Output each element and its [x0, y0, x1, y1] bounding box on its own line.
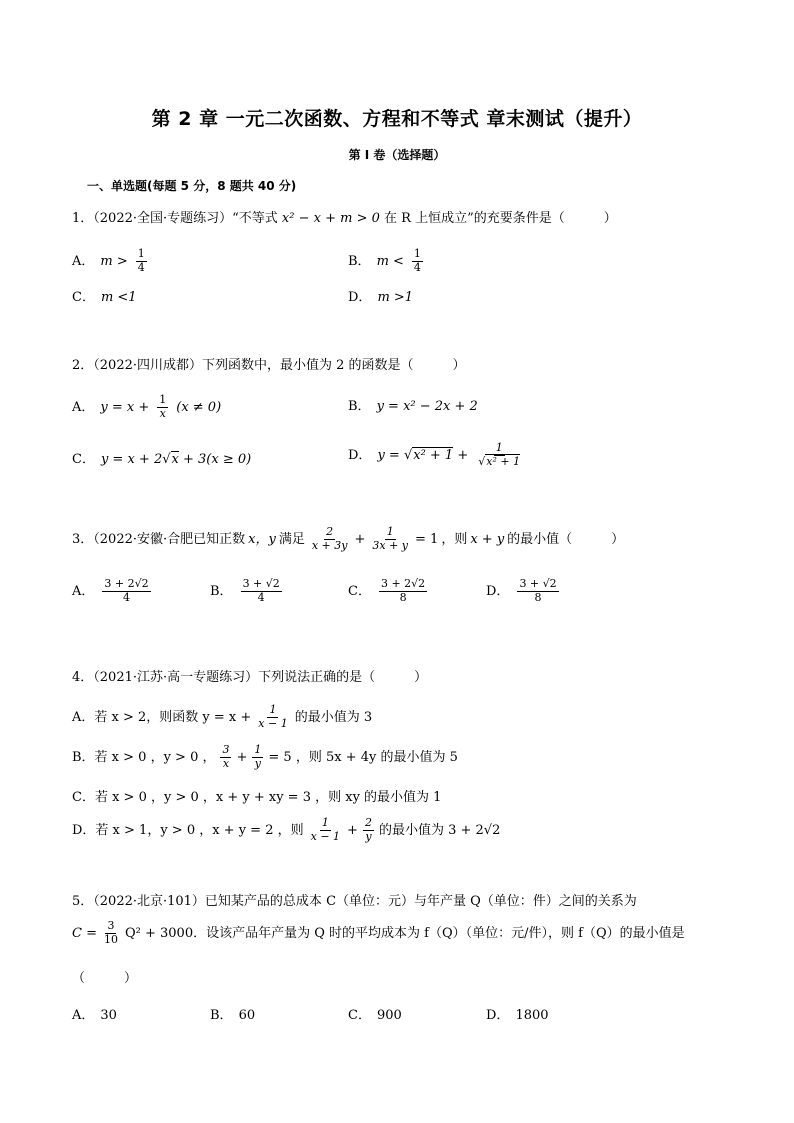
q5-option-d[interactable] [486, 1009, 549, 1022]
q3-option-a[interactable] [72, 578, 153, 604]
option-post: = 5 ，则 5x + 4y 的最小值为 5 [268, 749, 458, 765]
q4-option-c[interactable]: C．若 x > 0 ，y > 0 ，x + y + xy = 3 ，则 xy 的最小值为 1 [72, 790, 442, 805]
option-expr: m >1 [377, 290, 414, 305]
expr-plus: + [457, 447, 469, 463]
option-pre: D．若 x > 1，y > 0 ，x + y = 2 ，则 [72, 822, 304, 838]
q3-tail1: ，则 [441, 531, 468, 547]
frac-num: 1 [413, 247, 421, 260]
formula-lhs: C = [72, 925, 97, 941]
q1-option-c[interactable] [72, 291, 137, 304]
question-5-blank: （ ） [72, 971, 138, 986]
option-label: B． [210, 583, 233, 599]
frac-num: 3 [107, 919, 115, 932]
frac-num: 1 [269, 703, 277, 716]
frac-num: 2 [326, 525, 334, 538]
fraction [256, 704, 289, 730]
q3-mid: 满足 [278, 531, 305, 547]
fraction [379, 578, 427, 604]
fraction [370, 526, 410, 552]
radicand: x² + 1 [413, 447, 454, 463]
frac-num: 3 + √2 [242, 577, 280, 590]
q3-target: x + y [470, 531, 505, 547]
q3-option-d[interactable] [486, 578, 561, 604]
question-2-stem: 2．（2022·四川成都）下列函数中，最小值为 2 的函数是（ ） [72, 358, 466, 373]
volume-subtitle: 第 I 卷（选择题） [348, 148, 446, 162]
frac-den: x [222, 756, 230, 770]
option-label: B． [210, 1008, 233, 1023]
q1-expression: x² − x + m > 0 [281, 211, 380, 226]
option-label: C． [348, 583, 371, 599]
option-post: 的最小值为 3 + 2√2 [378, 822, 501, 838]
frac-num: 3 + 2√2 [104, 577, 149, 590]
expr-lhs: y = x + 2 [100, 452, 163, 467]
frac-den: y [254, 756, 261, 770]
option-expr: m <1 [100, 290, 137, 305]
option-expr: y = x + 2√x + 3(x ≥ 0) [100, 452, 252, 467]
option-label: D． [348, 290, 372, 305]
frac-den: 8 [534, 590, 542, 604]
frac-num: 1 [495, 441, 503, 454]
frac-den: 4 [257, 590, 265, 604]
option-value: 60 [238, 1008, 256, 1023]
fraction [363, 817, 374, 843]
frac-den: 3x + y [372, 538, 409, 552]
frac-num: 1 [386, 525, 394, 538]
q1-option-a[interactable] [72, 248, 149, 274]
q4-option-d[interactable] [72, 817, 500, 843]
option-label: D． [486, 583, 510, 599]
option-label: B． [348, 253, 371, 269]
question-4-stem: 4．（2021·江苏·高一专题练习）下列说法正确的是（ ） [72, 670, 428, 685]
option-pre: A．若 x > 2，则函数 y = x + [72, 709, 252, 725]
frac-den: 4 [123, 590, 130, 604]
frac-num: 3 + 2√2 [380, 577, 426, 590]
fraction [220, 744, 231, 770]
frac-num: 1 [321, 816, 329, 829]
option-expr: m < [376, 253, 404, 269]
q3-option-c[interactable] [348, 578, 429, 604]
option-pre: B．若 x > 0 ，y > 0 ， [72, 749, 216, 765]
radicand: x² + 1 [486, 454, 521, 468]
option-label: A． [72, 583, 95, 599]
question-5-formula [72, 920, 685, 946]
option-label: B． [348, 399, 371, 414]
frac-den: x − 1 [310, 829, 341, 843]
q4-option-b[interactable] [72, 744, 458, 770]
option-value: 1800 [515, 1008, 549, 1023]
frac-num: 3 [222, 743, 230, 756]
q5-option-b[interactable] [210, 1009, 255, 1022]
frac-num: 2 [364, 816, 372, 829]
formula-rest: Q² + 3000．设该产品年产量为 Q 时的平均成本为 f（Q）（单位：元/件），则 f（Q）的最小值是 [124, 925, 685, 941]
expr-tail: + 3(x ≥ 0) [183, 452, 252, 467]
q3-tail2: 的最小值（ ） [507, 531, 625, 547]
fraction [102, 578, 150, 604]
fraction [241, 578, 282, 604]
q4-option-a[interactable] [72, 704, 372, 730]
question-3-stem [72, 526, 624, 552]
expr-lhs: y = [377, 447, 400, 463]
option-expr: y = √x² + 1 + [377, 447, 469, 463]
q2-option-d[interactable] [348, 442, 524, 468]
option-post: 的最小值为 3 [294, 709, 373, 725]
frac-den: √x² + 1 [478, 454, 521, 468]
q3-plus: + [354, 531, 366, 547]
q1-option-b[interactable] [348, 248, 425, 274]
option-value: 900 [376, 1008, 402, 1023]
radicand: x [171, 452, 179, 467]
option-label: A． [72, 253, 95, 269]
fraction [136, 248, 147, 274]
q2-option-a[interactable] [72, 394, 221, 420]
frac-num: 1 [159, 393, 167, 406]
option-label: C． [72, 452, 95, 467]
fraction [102, 920, 120, 946]
question-5-stem: 5．（2022·北京·101）已知某产品的总成本 C（单位：元）与年产量 Q（单位：件）之间的关系为 [72, 894, 637, 909]
q3-vars: x，y [248, 531, 276, 547]
frac-den: 4 [413, 260, 421, 274]
frac-den: y [365, 829, 372, 843]
frac-num: 1 [137, 247, 145, 260]
frac-den: x + 3y [311, 538, 348, 552]
option-expr: y = x + [100, 399, 150, 415]
option-condition: (x ≠ 0) [176, 399, 222, 415]
q2-option-c[interactable] [72, 453, 251, 466]
frac-num: 1 [254, 743, 262, 756]
frac-den: 4 [137, 260, 145, 274]
fraction [309, 817, 342, 843]
option-label: A． [72, 1008, 95, 1023]
option-value: 30 [100, 1008, 117, 1023]
option-label: C． [72, 290, 95, 305]
q3-eq: = 1 [415, 531, 439, 547]
page-title: 第 2 章 一元二次函数、方程和不等式 章末测试（提升） [151, 108, 643, 130]
fraction [517, 578, 558, 604]
q5-option-c[interactable] [348, 1009, 402, 1022]
fraction [157, 394, 168, 420]
q1-prefix: 1．（2022·全国·专题练习）“不等式 [72, 211, 278, 226]
option-expr: y = x² − 2x + 2 [376, 399, 478, 414]
option-label: D． [486, 1008, 510, 1023]
q2-option-b[interactable] [348, 400, 478, 413]
option-label: D． [348, 447, 372, 463]
frac-den: 10 [103, 932, 118, 946]
option-plus: + [236, 749, 248, 765]
section-heading: 一、单选题(每题 5 分，8 题共 40 分) [87, 179, 297, 193]
option-label: A． [72, 399, 95, 415]
q3-option-b[interactable] [210, 578, 284, 604]
frac-num: 3 + √2 [519, 577, 557, 590]
option-plus: + [347, 822, 358, 838]
option-expr: m > [100, 253, 128, 269]
q1-option-d[interactable] [348, 291, 413, 304]
frac-den: 8 [399, 590, 407, 604]
frac-den: x − 1 [258, 716, 288, 730]
fraction [412, 248, 423, 274]
question-1-stem [72, 212, 617, 225]
fraction [252, 744, 263, 770]
fraction [310, 526, 350, 552]
frac-den: x [159, 406, 166, 420]
q1-suffix: 在 R 上恒成立”的充要条件是（ ） [384, 211, 617, 226]
q5-option-a[interactable] [72, 1009, 117, 1022]
option-label: C． [348, 1008, 371, 1023]
q3-prefix: 3．（2022·安徽·合肥已知正数 [72, 531, 246, 547]
fraction [476, 442, 522, 468]
